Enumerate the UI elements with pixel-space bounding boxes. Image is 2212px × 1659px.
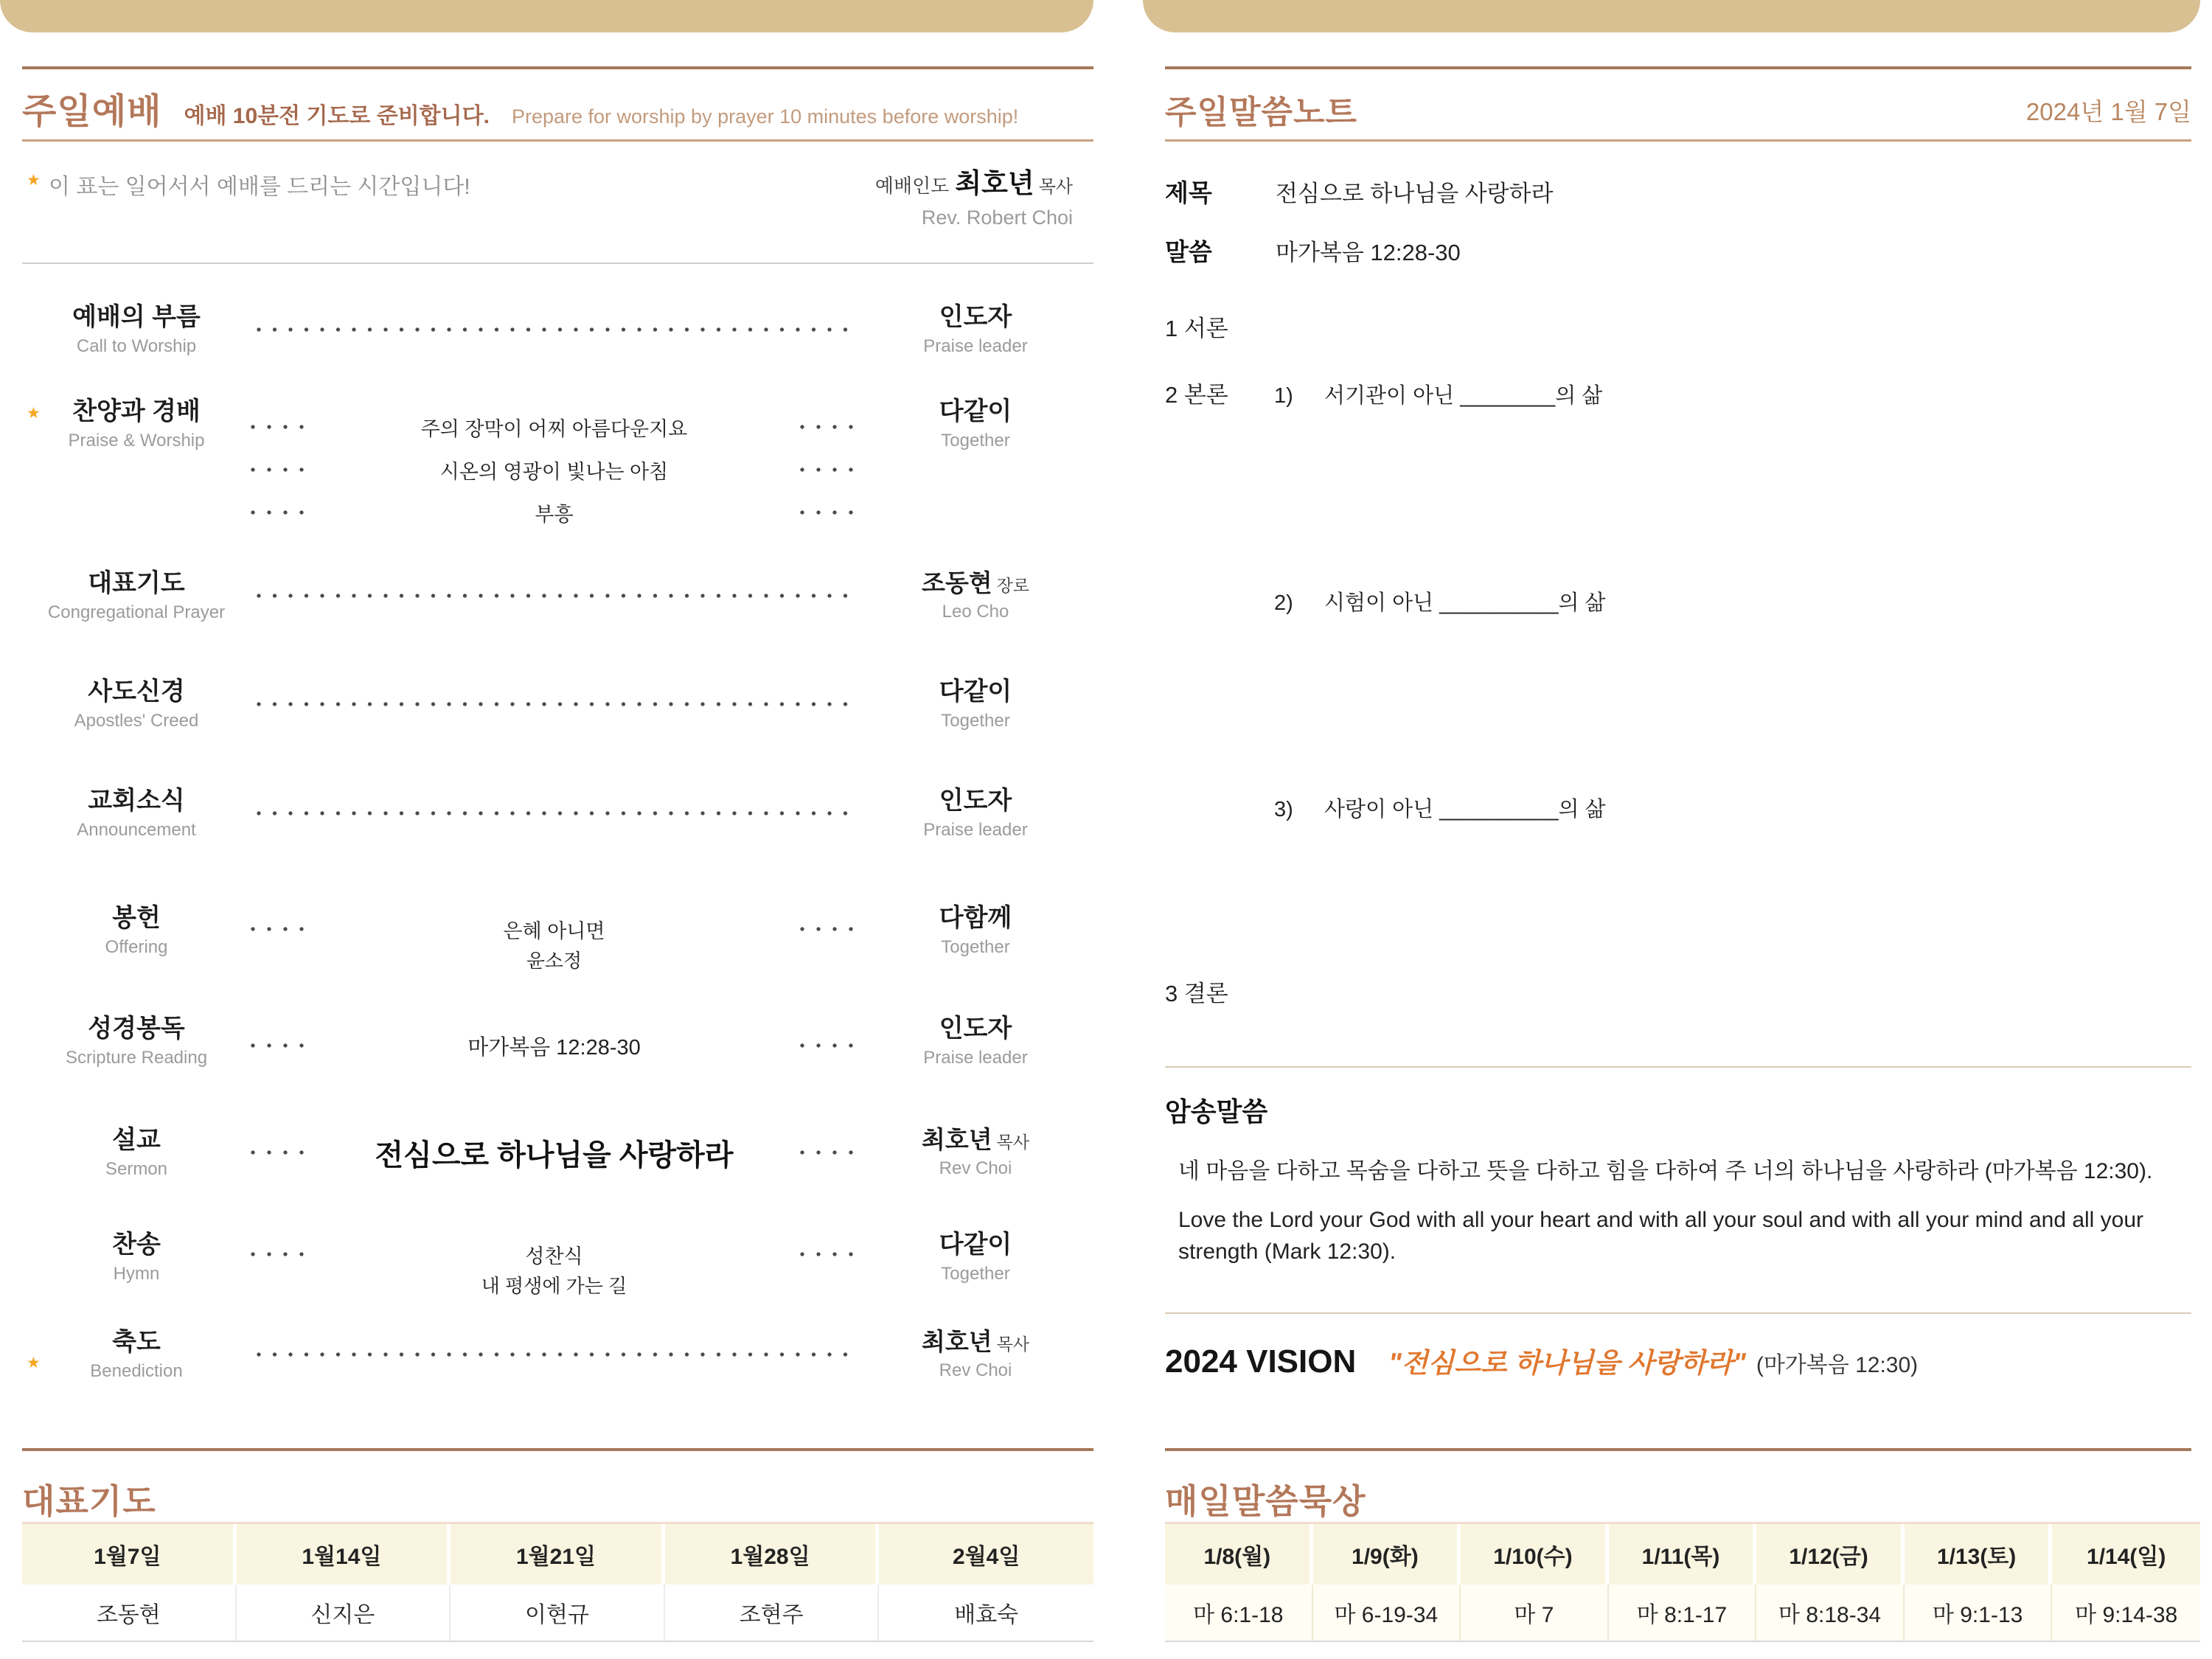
item-subtitle: Apostles' Creed [74,710,199,731]
item-title: 성경봉독 [88,1015,185,1043]
table-header-cell: 1/13(토) [1905,1524,2053,1585]
table-cell: 마 9:14-38 [2052,1585,2200,1641]
right-top-bar [1143,0,2200,32]
item-role-en: Praise leader [923,819,1028,840]
right-rule-top [1165,66,2191,69]
item-title: 찬송 [112,1231,161,1259]
item-role: 다같이 [939,678,1012,706]
item-role-en: Praise leader [923,1047,1028,1068]
item-subtitle: Praise & Worship [68,430,205,451]
memory-verse-en: Love the Lord your God with all your heart and with all your soul and with all your mind and all your strength (Mark 12:30). [1178,1208,2144,1264]
song-title-2: 내 평생에 가는 길 [481,1275,627,1297]
notes-date: 2024년 1월 7일 [2025,98,2191,125]
table-header-cell: 1/10(수) [1461,1524,1609,1585]
worship-row-announcement [22,786,1093,841]
stand-note: 이 표는 일어서서 예배를 드리는 시간입니다! [49,175,470,199]
item-role-en: Together [941,710,1010,731]
person-name: 조동현 [921,569,992,597]
leader-name-en: Rev. Robert Choi [921,206,1073,229]
dotted-leader [257,1352,853,1357]
left-rule-sub [22,139,1093,142]
dotted-leader [257,702,853,706]
leader-title: 목사 [1038,177,1073,197]
right-rule-bottom [1165,1448,2191,1451]
table-cell: 마 6-19-34 [1313,1585,1461,1641]
worship-row-sermon [22,1125,1093,1180]
left-rule-bottom [22,1448,1093,1451]
item-title: 축도 [112,1328,161,1356]
table-cell: 마 6:1-18 [1165,1585,1313,1641]
person-title: 목사 [996,1133,1030,1152]
song-title: 은혜 아니면 [503,919,605,942]
sermon-title-row [1165,174,2191,209]
prayer-roster-title: 대표기도 [22,1482,156,1520]
performer-name: 윤소정 [526,950,582,972]
dotted-leader [251,927,308,931]
item-role: 인도자 [939,1015,1012,1043]
outline-intro: 1 서론 [1165,316,1228,341]
leader-name: 최호년 [955,168,1034,198]
scripture-passage: 마가복음 12:28-30 [467,1035,641,1060]
worship-note-en: Prepare for worship by prayer 10 minutes before worship! [511,105,1019,128]
item-subtitle: Hymn [113,1263,160,1284]
worship-leader [700,161,1073,229]
table-cell: 이현규 [451,1585,665,1641]
item-role: 다같이 [939,397,1012,425]
outline-point-number: 3) [1274,798,1293,821]
dotted-leader [251,1252,308,1256]
table-header-cell: 1/9(화) [1313,1524,1461,1585]
worship-row-call [22,302,1093,357]
vision-row [1165,1340,2191,1380]
sermon-passage-row [1165,233,2191,268]
table-header-cell: 1월7일 [22,1524,237,1585]
prayer-roster-table [22,1522,1093,1642]
worship-section-title: 주일예배 [22,92,162,131]
song-line [251,491,858,534]
item-subtitle: Offering [105,936,168,957]
dotted-leader [251,467,308,472]
outline-body-label: 2 본론 [1165,382,1228,408]
outline-point-text: 서기관이 아닌 ________의 삶 [1324,384,1603,408]
outline-body-row [1165,376,2191,409]
dotted-leader [800,467,858,472]
item-subtitle: Announcement [77,819,196,840]
item-title: 예배의 부름 [72,303,201,331]
dotted-leader [800,1150,858,1155]
table-header-cell: 1월28일 [665,1524,880,1585]
song-line [251,448,858,491]
person-name-en: Leo Cho [942,601,1009,622]
worship-row-benediction [22,1327,1093,1382]
worship-row-creed [22,677,1093,731]
song-line [251,1027,858,1064]
field-label: 제목 [1165,179,1212,206]
worship-note-kr: 예배 10분전 기도로 준비합니다. [184,104,490,128]
table-header-cell: 1/14(일) [2052,1524,2200,1585]
left-section-header [22,83,1093,133]
outline-point-text: 사랑이 아닌 __________의 삶 [1324,798,1606,821]
dotted-leader [800,1043,858,1048]
item-title: 대표기도 [88,569,185,597]
table-cell: 마 8:1-17 [1609,1585,1757,1641]
dotted-leader [251,1150,308,1155]
item-role: 다같이 [939,1231,1012,1259]
person-name-en: Rev Choi [939,1158,1012,1178]
item-subtitle: Benediction [90,1360,183,1381]
right-rule-sub [1165,139,2191,142]
table-header-cell: 1월14일 [237,1524,451,1585]
outline-point-number: 2) [1274,591,1293,615]
table-cell: 마 9:1-13 [1905,1585,2053,1641]
table-header-cell: 2월4일 [879,1524,1093,1585]
song-line [251,912,858,946]
person-name: 최호년 [921,1126,992,1153]
item-role-en: Together [941,936,1010,957]
table-header-cell: 1/11(목) [1609,1524,1757,1585]
song-line [251,1237,858,1271]
vision-reference: (마가복음 12:30) [1756,1353,1919,1377]
person-title: 목사 [996,1335,1030,1354]
dotted-leader [800,927,858,931]
vision-rule-top [1165,1312,2191,1314]
item-title: 찬양과 경배 [72,397,201,425]
table-cell: 신지은 [237,1585,451,1641]
outline-point-number: 1) [1274,384,1293,408]
worship-row-offering [22,903,1093,973]
outline-point-row [1274,586,2191,616]
dotted-leader [800,1252,858,1256]
dotted-leader [257,594,853,598]
dotted-leader [251,1043,308,1048]
table-cell: 조동현 [22,1585,237,1641]
dotted-leader [251,510,308,515]
outline-point-row [1274,793,2191,823]
outline-conclusion: 3 결론 [1165,981,1228,1006]
sermon-title-value: 전심으로 하나님을 사랑하라 [1276,181,1554,206]
song-line [251,1130,858,1175]
item-role: 인도자 [939,787,1012,815]
notes-section-title: 주일말씀노트 [1165,94,1358,131]
memory-rule-top [1165,1066,2191,1068]
meditation-table [1165,1522,2200,1642]
worship-row-prayer [22,568,1093,623]
item-role-en: Praise leader [923,335,1028,356]
person-name-en: Rev Choi [939,1360,1012,1380]
item-role: 다함께 [939,904,1012,932]
person-title: 장로 [996,576,1030,595]
song-title: 주의 장막이 어찌 아름다운지요 [420,417,688,440]
left-rule-gray [22,262,1093,264]
item-title: 교회소식 [88,787,185,815]
vision-quote: "전심으로 하나님을 사랑하라" [1388,1348,1746,1378]
item-title: 봉헌 [112,904,161,932]
dotted-leader [257,327,853,332]
table-header-cell: 1월21일 [451,1524,665,1585]
sermon-passage-value: 마가복음 12:28-30 [1276,240,1461,265]
meditation-title: 매일말씀묵상 [1165,1482,1366,1520]
item-subtitle: Call to Worship [76,335,197,356]
table-header-cell: 1/8(월) [1165,1524,1313,1585]
item-subtitle: Congregational Prayer [47,602,226,622]
dotted-leader [800,510,858,515]
dotted-leader [257,811,853,815]
song-title: 시온의 영광이 빛나는 아침 [439,460,669,483]
dotted-leader [800,425,858,429]
sermon-title: 전심으로 하나님을 사랑하라 [375,1138,734,1172]
worship-row-hymn [22,1230,1093,1298]
worship-row-praise [22,397,1093,534]
item-role: 인도자 [939,303,1012,331]
item-title: 설교 [112,1126,161,1154]
item-title: 사도신경 [88,678,185,706]
table-cell: 배효숙 [879,1585,1093,1641]
item-subtitle: Sermon [105,1158,168,1179]
dotted-leader [251,425,308,429]
table-cell: 마 7 [1461,1585,1609,1641]
star-icon [27,171,41,189]
left-rule-top [22,66,1093,69]
song-line [251,406,858,448]
leader-prefix: 예배인도 [874,175,950,197]
song-title: 부흥 [535,503,574,526]
outline-point-text: 시험이 아닌 __________의 삶 [1324,591,1606,615]
item-role-en: Together [941,1263,1010,1284]
table-cell: 조현주 [665,1585,880,1641]
left-top-bar [0,0,1093,32]
vision-label: 2024 VISION [1165,1343,1357,1380]
table-header-cell: 1/12(금) [1756,1524,1905,1585]
item-subtitle: Scripture Reading [65,1047,208,1068]
field-label: 말씀 [1165,238,1212,265]
person-name: 최호년 [921,1328,992,1355]
worship-row-scripture [22,1014,1093,1068]
table-cell: 마 8:18-34 [1756,1585,1905,1641]
item-role-en: Together [941,430,1010,451]
memory-verse-title: 암송말씀 [1165,1096,1268,1127]
song-title: 성찬식 [525,1245,583,1267]
memory-verse-kr: 네 마음을 다하고 목숨을 다하고 뜻을 다하고 힘을 다하여 주 너의 하나님을 사랑하라 (마가복음 12:30). [1178,1159,2153,1183]
